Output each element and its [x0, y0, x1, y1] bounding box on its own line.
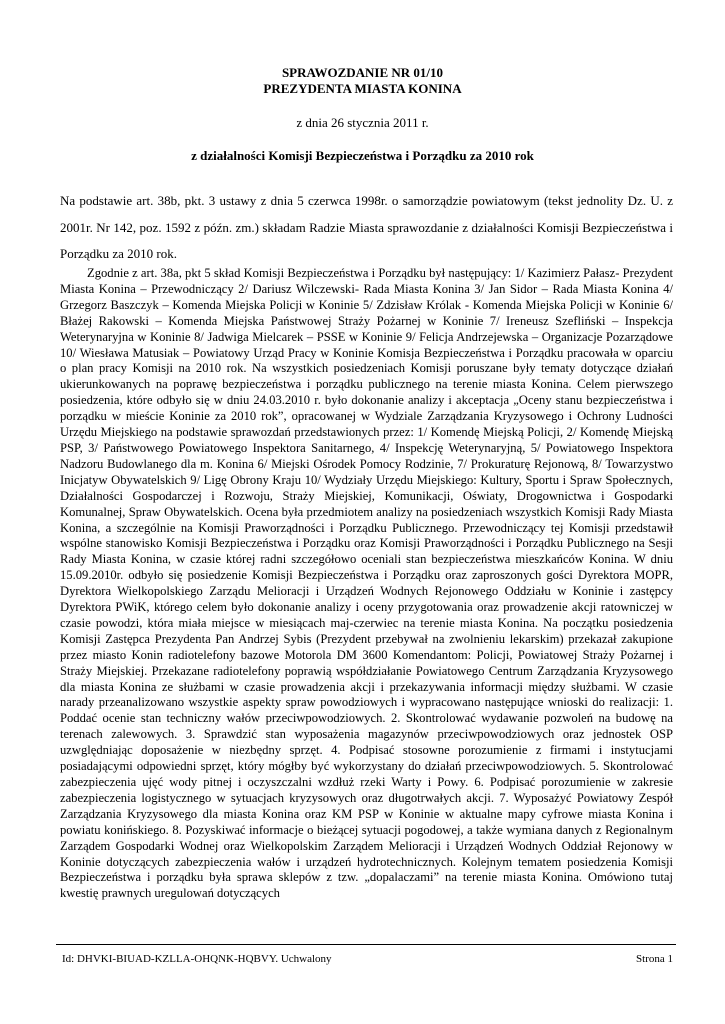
document-date: z dnia 26 stycznia 2011 r. [296, 115, 429, 130]
footer-divider [56, 944, 676, 945]
document-title-line2: PREZYDENTA MIASTA KONINA [263, 81, 462, 96]
intro-paragraph: Na podstawie art. 38b, pkt. 3 ustawy z dnia 5 czerwca 1998r. o samorządzie powiatowym (tekst jednolity Dz. U. z 2001r. Nr 142, poz. 1592 z późn. zm.) składam Radzie Miasta sprawozdanie z działalności Komisji Bezpieczeństwa i Porządku za 2010 rok. [60, 193, 673, 261]
document-subject: z działalności Komisji Bezpieczeństwa i Porządku za 2010 rok [191, 148, 534, 163]
body-paragraph: Zgodnie z art. 38a, pkt 5 skład Komisji Bezpieczeństwa i Porządku był następujący: 1/ Kazimierz Pałasz- Prezydent Miasta Konina – Przewodniczący 2/ Dariusz Wilczewski- Rada Miasta Konina 3/ Jan Sidor – Rada Miasta Konina 4/ Grzegorz Baszczyk – Komenda Miejska Policji w Koninie 5/ Zdzisław Królak - Komenda Miejska Policji w Koninie 6/ Błażej Rakowski – Komenda Miejska Państwowej Straży Pożarnej w Koninie 7/ Ireneusz Szefliński – Inspekcja Weterynaryjna w Koninie 8/ Jadwiga Mielcarek – PSSE w Koninie 9/ Felicja Andrzejewska – Organizacje Pozarządowe 10/ Wiesława Matusiak – Powiatowy Urząd Pracy w Koninie Komisja Bezpieczeństwa i Porządku pracowała w oparciu o plan pracy Komisji na 2010 rok. Na wszystkich posiedzeniach Komisji poruszane były tematy dotyczące działań ukierunkowanych na poprawę bezpieczeństwa i porządku publicznego na terenie miasta Konina. Celem pierwszego posiedzenia, które odbyło się w dniu 24.03.2010 r. było dokonanie analizy i akceptacja „Oceny stanu bezpieczeństwa i porządku w mieście Koninie za 2010 rok”, opracowanej w Wydziale Zarządzania Kryzysowego i Ochrony Ludności Urzędu Miejskiego na podstawie sprawozdań przedstawionych przez: 1/ Komendę Miejską Policji, 2/ Komendę Miejską PSP, 3/ Państwowego Powiatowego Inspektora Sanitarnego, 4/ Inspekcję Weterynaryjną, 5/ Powiatowego Inspektora Nadzoru Budowlanego dla m. Konina 6/ Miejski Ośrodek Pomocy Rodzinie, 7/ Prokuraturę Rejonową, 8/ Towarzystwo Inicjatyw Obywatelskich 9/ Ligę Obrony Kraju 10/ Wydziały Urzędu Miejskiego: Kultury, Sportu i Spraw Społecznych, Działalności Gospodarczej i Rozwoju, Straży Miejskiej, Komunikacji, Oświaty, Drogownictwa i Gospodarki Komunalnej, Spraw Obywatelskich. Ocena była przedmiotem analizy na posiedzeniach wszystkich Komisji Rady Miasta Konina, a szczególnie na Komisji Praworządności i Porządku Publicznego. Przewodniczący tej Komisji przedstawił wspólne stanowisko Komisji Bezpieczeństwa i Porządku oraz Komisji Praworządności i Porządku Publicznego na Sesji Rady Miasta Konina, w czasie której radni szczegółowo oceniali stan bezpieczeństwa mieszkańców Konina. W dniu 15.09.2010r. odbyło się posiedzenie Komisji Bezpieczeństwa i Porządku oraz zaproszonych gości Dyrektora MOPR, Dyrektora Wielkopolskiego Zarządu Melioracji i Urządzeń Wodnych Rejonowego Oddziału w Koninie i zastępcy Dyrektora PWiK, którego celem było dokonanie analizy i oceny przygotowania oraz prowadzenie akcji ratowniczej w czasie powodzi, która miała miejsce w miesiącach maj-czerwiec na terenie miasta Konina. Na początku posiedzenia Komisji Zastępca Prezydenta Pan Andrzej Sybis (Prezydent przebywał na zwolnieniu lekarskim) przekazał zakupione przez miasto Konin radiotelefony bazowe Motorola DM 3600 Komendantom: Policji, Powiatowej Straży Pożarnej i Straży Miejskiej. Przekazane radiotelefony poprawią współdziałanie Powiatowego Centrum Zarządzania Kryzysowego dla miasta Konina ze służbami w czasie prowadzenia akcji i przekazywania informacji między służbami. W czasie narady przeanalizowano wszystkie aspekty spraw powodziowych i wypracowano następujące wnioski do realizacji: 1. Poddać ocenie stan techniczny wałów przeciwpowodziowych. 2. Skontrolować wydawanie pozwoleń na budowę na terenach zalewowych. 3. Sprawdzić stan wyposażenia magazynów przeciwpowodziowych oraz jednostek OSP uzwględniając doposażenie w niezbędny sprzęt. 4. Podpisać stosowne porozumienie z firmami i instytucjami posiadającymi odpowiedni sprzęt, który mógłby być wykorzystany do działań przeciwpowodziowych. 5. Skontrolować zabezpieczenia ujęć wody pitnej i oczyszczalni wzdłuż rzeki Warty i Powy. 6. Podpisać porozumienie w zakresie zabezpieczenia logistycznego w sytuacjach kryzysowych oraz długotrwałych akcji. 7. Wyposażyć Powiatowy Zespół Zarządzania Kryzysowego dla miasta Konina oraz KM PSP w Koninie w aktualne mapy cyfrowe miasta Konina i powiatu konińskiego. 8. Pozyskiwać informacje o bieżącej sytuacji pogodowej, a także wymiana danych z Regionalnym Zarządem Gospodarki Wodnej oraz Wielkopolskim Zarządem Melioracji i Urządzeń Wodnych Oddział Rejonowy w Koninie dotyczących zabezpieczenia wałów i urządzeń hydrotechnicznych. Kolejnym tematem posiedzenia Komisji Bezpieczeństwa i porządku była sprawa sklepów z tzw. „dopalaczami” na terenie miasta Konina. Omówiono tutaj kwestię prawnych uregulowań dotyczących [60, 266, 673, 901]
footer-document-id: Id: DHVKI-BIUAD-KZLLA-OHQNK-HQBVY. Uchwalony [62, 953, 332, 965]
document-title-line1: SPRAWOZDANIE NR 01/10 [281, 65, 444, 80]
footer-page-number: Strona 1 [636, 953, 673, 965]
